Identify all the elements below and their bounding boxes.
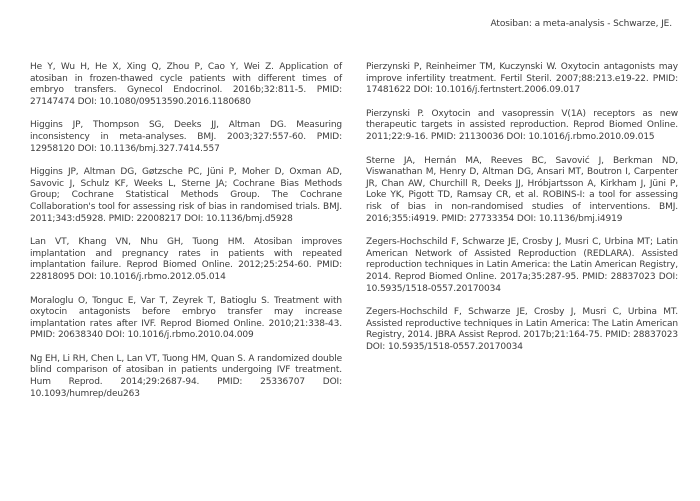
reference-entry: Zegers-Hochschild F, Schwarze JE, Crosby J, Musri C, Urbina MT. Assisted reproductive techniques in Latin America: The Latin American Registry, 2014. JBRA Assist Reprod. 2017b;21:164-75. PMID: 28837023 DOI: 10.5935/1518-0557.20170034 [366, 307, 678, 352]
reference-entry: Moraloglu O, Tonguc E, Var T, Zeyrek T, Batioglu S. Treatment with oxytocin antagonists before embryo transfer may increase implantation rates after IVF. Reprod Biomed Online. 2010;21:338-43. PMID: 20638340 DOI: 10.1016/j.rbmo.2010.04.009 [30, 295, 342, 341]
references-column-right [366, 62, 678, 412]
reference-entry: Higgins JP, Altman DG, Gøtzsche PC, Jüni P, Moher D, Oxman AD, Savovic J, Schulz KF, Weeks L, Sterne JA; Cochrane Bias Methods Group; Cochrane Statistical Methods Group. The Cochrane Collaboration's tool for assessing risk of bias in randomised trials. BMJ. 2011;343:d5928. PMID: 22008217 DOI: 10.1136/bmj.d5928 [30, 167, 342, 224]
references-section [30, 62, 678, 412]
reference-entry: Lan VT, Khang VN, Nhu GH, Tuong HM. Atosiban improves implantation and pregnancy rates in patients with repeated implantation failure. Reprod Biomed Online. 2012;25:254-60. PMID: 22818095 DOI: 10.1016/j.rbmo.2012.05.014 [30, 237, 342, 282]
reference-entry: Pierzynski P, Reinheimer TM, Kuczynski W. Oxytocin antagonists may improve infertility treatment. Fertil Steril. 2007;88:213.e19-22. PMID: 17481622 DOI: 10.1016/j.fertnstert.2006.09.017 [366, 62, 678, 96]
running-head: Atosiban: a meta-analysis - Schwarze, JE. [490, 19, 672, 29]
reference-entry: Sterne JA, Hernán MA, Reeves BC, Savović J, Berkman ND, Viswanathan M, Henry D, Altman DG, Ansari MT, Boutron I, Carpenter JR, Chan AW, Churchill R, Deeks JJ, Hróbjartsson A, Kirkham J, Jüni P, Loke YK, Pigott TD, Ramsay CR, et al. ROBINS-I: a tool for assessing risk of bias in non-randomised studies of interventions. BMJ. 2016;355:i4919. PMID: 27733354 DOI: 10.1136/bmj.i4919 [366, 155, 678, 224]
reference-entry: He Y, Wu H, He X, Xing Q, Zhou P, Cao Y, Wei Z. Application of atosiban in frozen-thawed cycle patients with different times of embryo transfers. Gynecol Endocrinol. 2016b;32:811-5. PMID: 27147474 DOI: 10.1080/09513590.2016.1180680 [30, 62, 342, 107]
reference-entry: Ng EH, Li RH, Chen L, Lan VT, Tuong HM, Quan S. A randomized double blind comparison of atosiban in patients undergoing IVF treatment. Hum Reprod. 2014;29:2687-94. PMID: 25336707 DOI: 10.1093/humrep/deu263 [30, 353, 342, 399]
references-column-left [30, 62, 342, 412]
reference-entry: Pierzynski P. Oxytocin and vasopressin V(1A) receptors as new therapeutic targets in assisted reproduction. Reprod Biomed Online. 2011;22:9-16. PMID: 21130036 DOI: 10.1016/j.rbmo.2010.09.015 [366, 108, 678, 142]
reference-entry: Zegers-Hochschild F, Schwarze JE, Crosby J, Musri C, Urbina MT; Latin American Network of Assisted Reproduction (REDLARA). Assisted reproduction techniques in Latin America: the Latin American Registry, 2014. Reprod Biomed Online. 2017a;35:287-95. PMID: 28837023 DOI: 10.5935/1518-0557.20170034 [366, 237, 678, 294]
reference-entry: Higgins JP, Thompson SG, Deeks JJ, Altman DG. Measuring inconsistency in meta-analyses. BMJ. 2003;327:557-60. PMID: 12958120 DOI: 10.1136/bmj.327.7414.557 [30, 120, 342, 154]
